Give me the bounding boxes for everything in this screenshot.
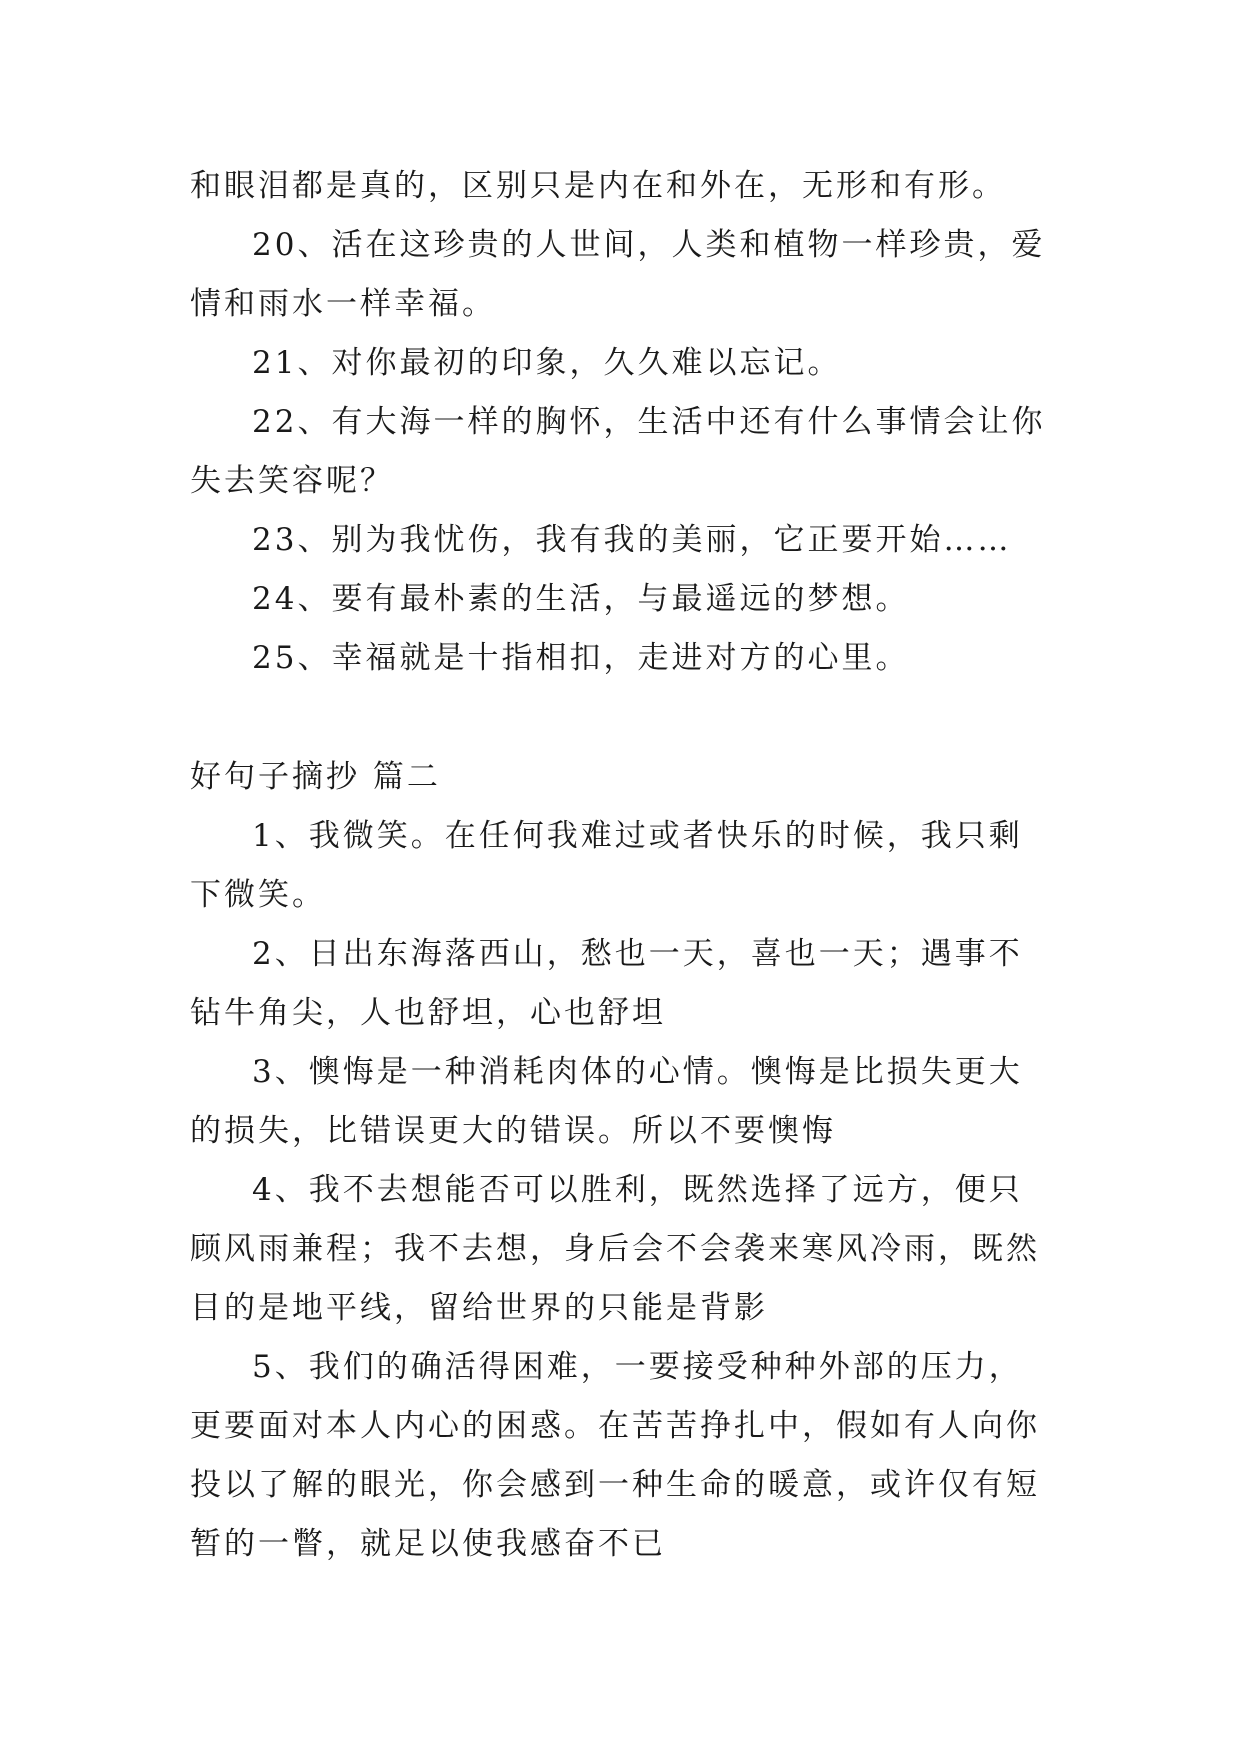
- section-spacer: [190, 688, 1050, 748]
- document-body: [190, 157, 1050, 1574]
- quote-item-23: 23、别为我忧伤，我有我的美丽，它正要开始……: [252, 522, 1012, 558]
- quote-item-22: 22、有大海一样的胸怀，生活中还有什么事情会让你失去笑容呢？: [190, 404, 1046, 499]
- section-heading: 好句子摘抄 篇二: [190, 759, 441, 795]
- quote-item-21: 21、对你最初的印象，久久难以忘记。: [252, 345, 842, 381]
- quote-item-3: 3、懊悔是一种消耗肉体的心情。懊悔是比损失更大的损失，比错误更大的错误。所以不要懊悔: [190, 1054, 1023, 1149]
- quote-item-25: 25、幸福就是十指相扣，走进对方的心里。: [252, 640, 910, 676]
- quote-item-24: 24、要有最朴素的生活，与最遥远的梦想。: [252, 581, 910, 617]
- paragraph-continuation: 和眼泪都是真的，区别只是内在和外在，无形和有形。: [190, 168, 1006, 204]
- quote-item-1: 1、我微笑。在任何我难过或者快乐的时候，我只剩下微笑。: [190, 818, 1023, 913]
- quote-item-2: 2、日出东海落西山，愁也一天，喜也一天；遇事不钻牛角尖，人也舒坦，心也舒坦: [190, 936, 1023, 1031]
- quote-item-5: 5、我们的确活得困难，一要接受种种外部的压力，更要面对本人内心的困惑。在苦苦挣扎中，假如有人向你投以了解的眼光，你会感到一种生命的暖意，或许仅有短暂的一瞥，就足以使我感奋不已: [190, 1349, 1040, 1562]
- quote-item-4: 4、我不去想能否可以胜利，既然选择了远方，便只顾风雨兼程；我不去想，身后会不会袭来寒风冷雨，既然目的是地平线，留给世界的只能是背影: [190, 1172, 1040, 1326]
- quote-item-20: 20、活在这珍贵的人世间，人类和植物一样珍贵，爱情和雨水一样幸福。: [190, 227, 1046, 322]
